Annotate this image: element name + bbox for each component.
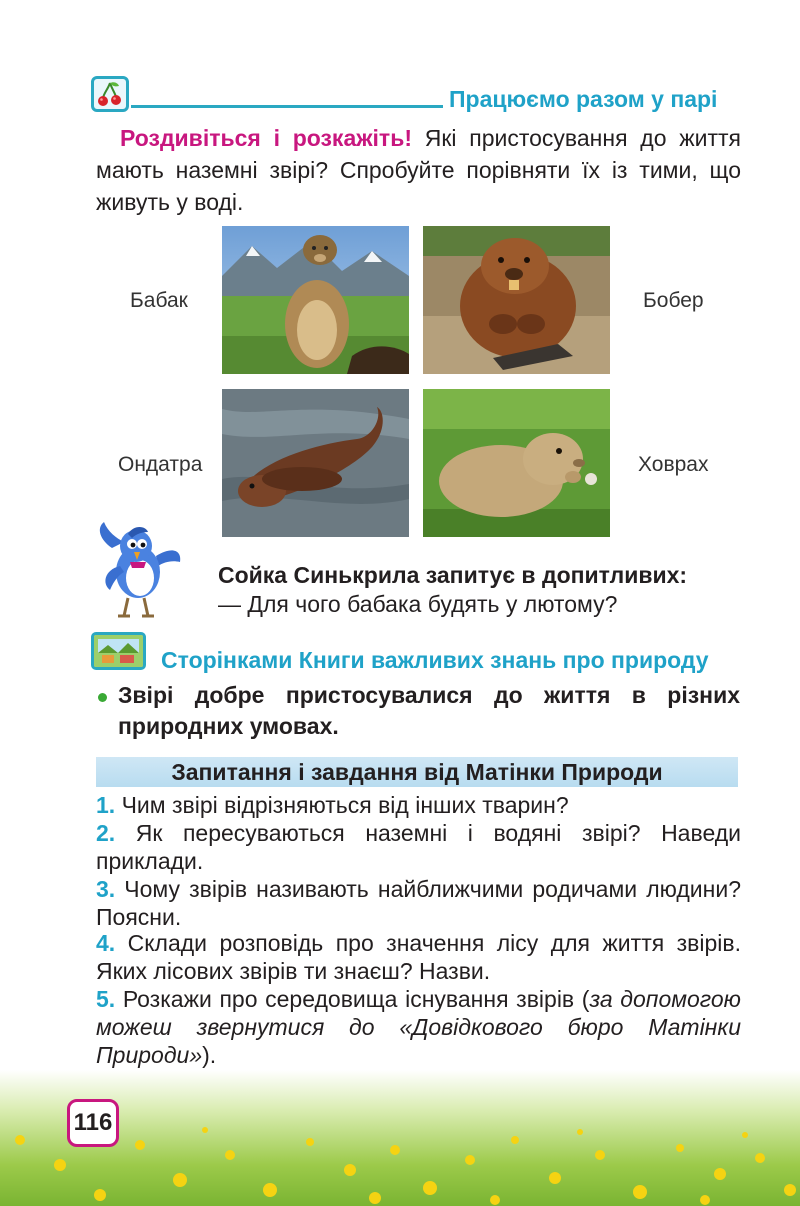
question-tail: ).	[202, 1042, 217, 1068]
question-text: Розкажи про середовища існування звірів (	[115, 986, 590, 1012]
caption-beaver: Бобер	[643, 289, 704, 312]
question-3	[96, 875, 741, 931]
jay-question-block	[218, 561, 758, 619]
question-1	[96, 791, 741, 819]
key-fact: Звірі добре пристосувалися до життя в різних природних умовах.	[118, 682, 740, 739]
jay-heading: Сойка Синькрила запитує в допитливих:	[218, 562, 688, 588]
muskrat-photo	[222, 389, 409, 537]
gopher-photo	[423, 389, 610, 537]
section-title-pair-work: Працюємо разом у парі	[449, 86, 718, 112]
beaver-photo	[423, 226, 610, 374]
question-5	[96, 985, 741, 1069]
bullet-icon	[98, 693, 107, 702]
book-icon	[91, 632, 146, 670]
meadow-footer-illustration	[0, 1070, 800, 1206]
question-hint: за допомогою можеш звернутися до «Довідкового бюро Матінки Природи»	[96, 986, 741, 1068]
question-number: 1.	[96, 792, 116, 818]
intro-text: Які пристосування до життя мають наземні звірі? Спробуйте порівняти їх із тими, що живуть у воді.	[96, 125, 741, 215]
question-number: 2.	[96, 820, 116, 846]
questions-heading-bar	[96, 757, 738, 787]
intro-paragraph	[96, 122, 741, 218]
caption-gopher: Ховрах	[638, 453, 709, 476]
question-number: 4.	[96, 930, 116, 956]
question-text: Як пересуваються наземні і водяні звірі? Наведи приклади.	[96, 820, 741, 874]
marmot-photo	[222, 226, 409, 374]
caption-muskrat: Ондатра	[118, 453, 203, 476]
section-divider	[131, 105, 443, 108]
section-title-book: Сторінками Книги важливих знань про природу	[161, 647, 709, 673]
question-number: 3.	[96, 876, 116, 902]
question-4	[96, 929, 741, 985]
question-text: Чому звірів називають найближчими родичами людини? Поясни.	[96, 876, 741, 930]
jay-question: — Для чого бабака будять у лютому?	[218, 591, 618, 617]
intro-accent: Роздивіться і розкажіть!	[120, 125, 412, 151]
question-text: Чим звірі відрізняються від інших тварин?	[115, 792, 569, 818]
cherry-icon	[91, 76, 129, 112]
questions-heading: Запитання і завдання від Матінки Природи	[171, 759, 663, 785]
question-number: 5.	[96, 986, 116, 1012]
question-2	[96, 819, 741, 875]
page-number: 116	[67, 1099, 119, 1147]
question-text: Склади розповідь про значення лісу для життя звірів. Яких лісових звірів ти знаєш? Назви.	[96, 930, 741, 984]
jay-bird-illustration	[94, 520, 184, 622]
caption-marmot: Бабак	[130, 289, 188, 312]
